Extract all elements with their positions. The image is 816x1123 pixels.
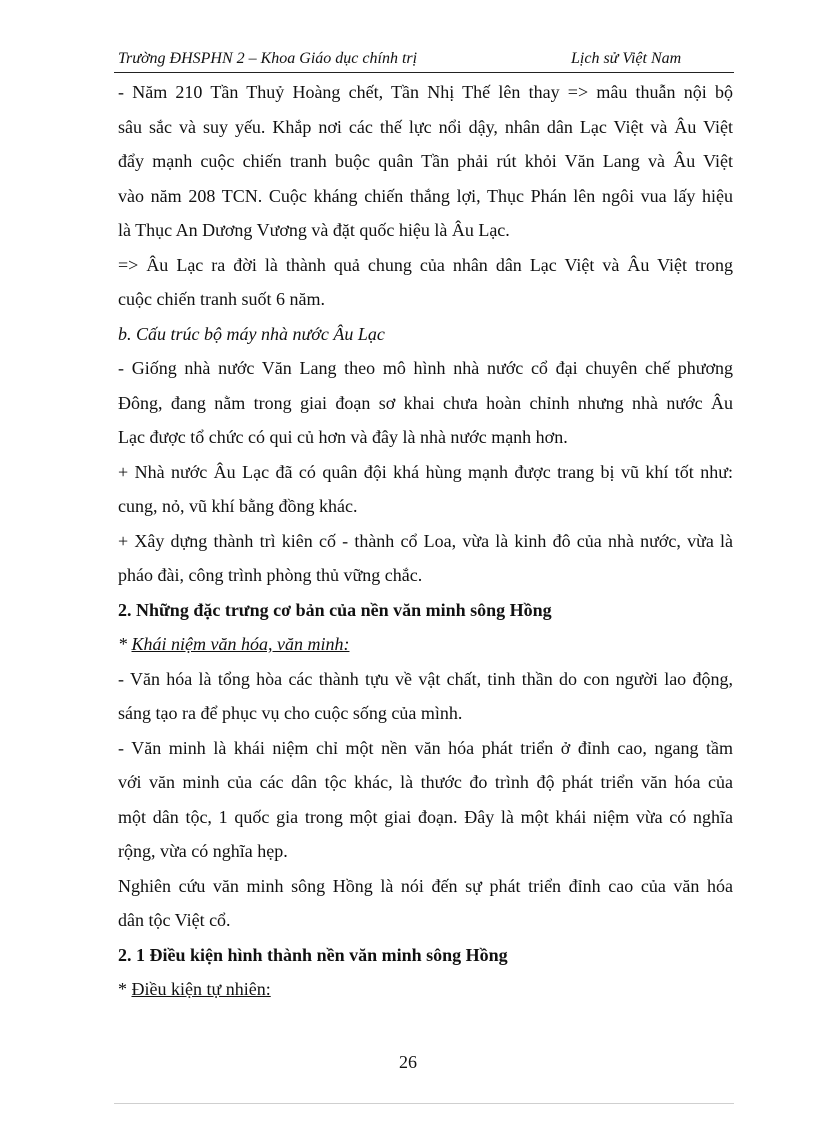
- star-bullet: *: [118, 979, 132, 999]
- footer-rule: [114, 1103, 734, 1104]
- text-line: là Thục An Dương Vương và đặt quốc hiệu là Âu Lạc.: [118, 220, 510, 240]
- text-line: cuộc chiến tranh suốt 6 năm.: [118, 289, 325, 309]
- header-institution: Trường ĐHSPHN 2 – Khoa Giáo dục chính trị: [118, 50, 418, 67]
- concept-heading: [118, 627, 733, 662]
- subsection-heading: b. Cấu trúc bộ máy nhà nước Âu Lạc: [118, 323, 385, 344]
- header-rule: [114, 72, 734, 73]
- document-body: [118, 75, 733, 1007]
- text-line: vào năm 208 TCN. Cuộc kháng chiến thắng lợi, Thục Phán lên ngôi vua lấy hiệu: [118, 185, 733, 206]
- page-number: 26: [399, 1052, 417, 1072]
- header-subject: Lịch sử Việt Nam: [571, 50, 682, 67]
- text-line: Đông, đang nằm trong giai đoạn sơ khai chưa hoàn chỉnh nhưng nhà nước Âu: [118, 392, 733, 413]
- text-line: - Giống nhà nước Văn Lang theo mô hình nhà nước cổ đại chuyên chế phương: [118, 358, 733, 378]
- text-line: sâu sắc và suy yếu. Khắp nơi các thế lực nổi dậy, nhân dân Lạc Việt và Âu Việt: [118, 116, 733, 137]
- text-line: đẩy mạnh cuộc chiến tranh buộc quân Tần phải rút khỏi Văn Lang và Âu Việt: [118, 151, 733, 171]
- text-line: dân tộc Việt cổ.: [118, 910, 231, 930]
- text-line: sáng tạo ra để phục vụ cho cuộc sống của mình.: [118, 703, 463, 723]
- text-line: Lạc được tổ chức có qui củ hơn và đây là nhà nước mạnh hơn.: [118, 427, 568, 447]
- text-line: => Âu Lạc ra đời là thành quả chung của nhân dân Lạc Việt và Âu Việt trong: [118, 254, 733, 275]
- text-line: một dân tộc, 1 quốc gia trong một giai đoạn. Đây là một khái niệm vừa có nghĩa: [118, 806, 733, 827]
- section-heading: 2. 1 Điều kiện hình thành nền văn minh sông Hồng: [118, 944, 508, 965]
- text-line: + Nhà nước Âu Lạc đã có quân đội khá hùng mạnh được trang bị vũ khí tốt như:: [118, 461, 733, 482]
- text-line: - Năm 210 Tần Thuỷ Hoàng chết, Tần Nhị Thế lên thay => mâu thuẫn nội bộ: [118, 82, 733, 102]
- text-line: + Xây dựng thành trì kiên cố - thành cổ Loa, vừa là kinh đô của nhà nước, vừa là: [118, 530, 733, 551]
- section-heading: 2. Những đặc trưng cơ bản của nền văn minh sông Hồng: [118, 599, 552, 620]
- text-line: - Văn hóa là tổng hòa các thành tựu về vật chất, tinh thần do con người lao động,: [118, 668, 733, 689]
- text-line: cung, nỏ, vũ khí bằng đồng khác.: [118, 496, 358, 516]
- star-bullet: *: [118, 634, 132, 654]
- conditions-heading-text: Điều kiện tự nhiên:: [131, 979, 271, 999]
- concept-heading-text: Khái niệm văn hóa, văn minh:: [131, 634, 350, 654]
- text-line: với văn minh của các dân tộc khác, là thước đo trình độ phát triển văn hóa của: [118, 772, 733, 792]
- text-line: rộng, vừa có nghĩa hẹp.: [118, 841, 288, 861]
- text-line: Nghiên cứu văn minh sông Hồng là nói đến sự phát triển đỉnh cao của văn hóa: [118, 875, 733, 896]
- text-line: pháo đài, công trình phòng thủ vững chắc.: [118, 565, 423, 585]
- text-line: - Văn minh là khái niệm chỉ một nền văn hóa phát triển ở đỉnh cao, ngang tầm: [118, 737, 733, 758]
- conditions-heading: [118, 972, 733, 1007]
